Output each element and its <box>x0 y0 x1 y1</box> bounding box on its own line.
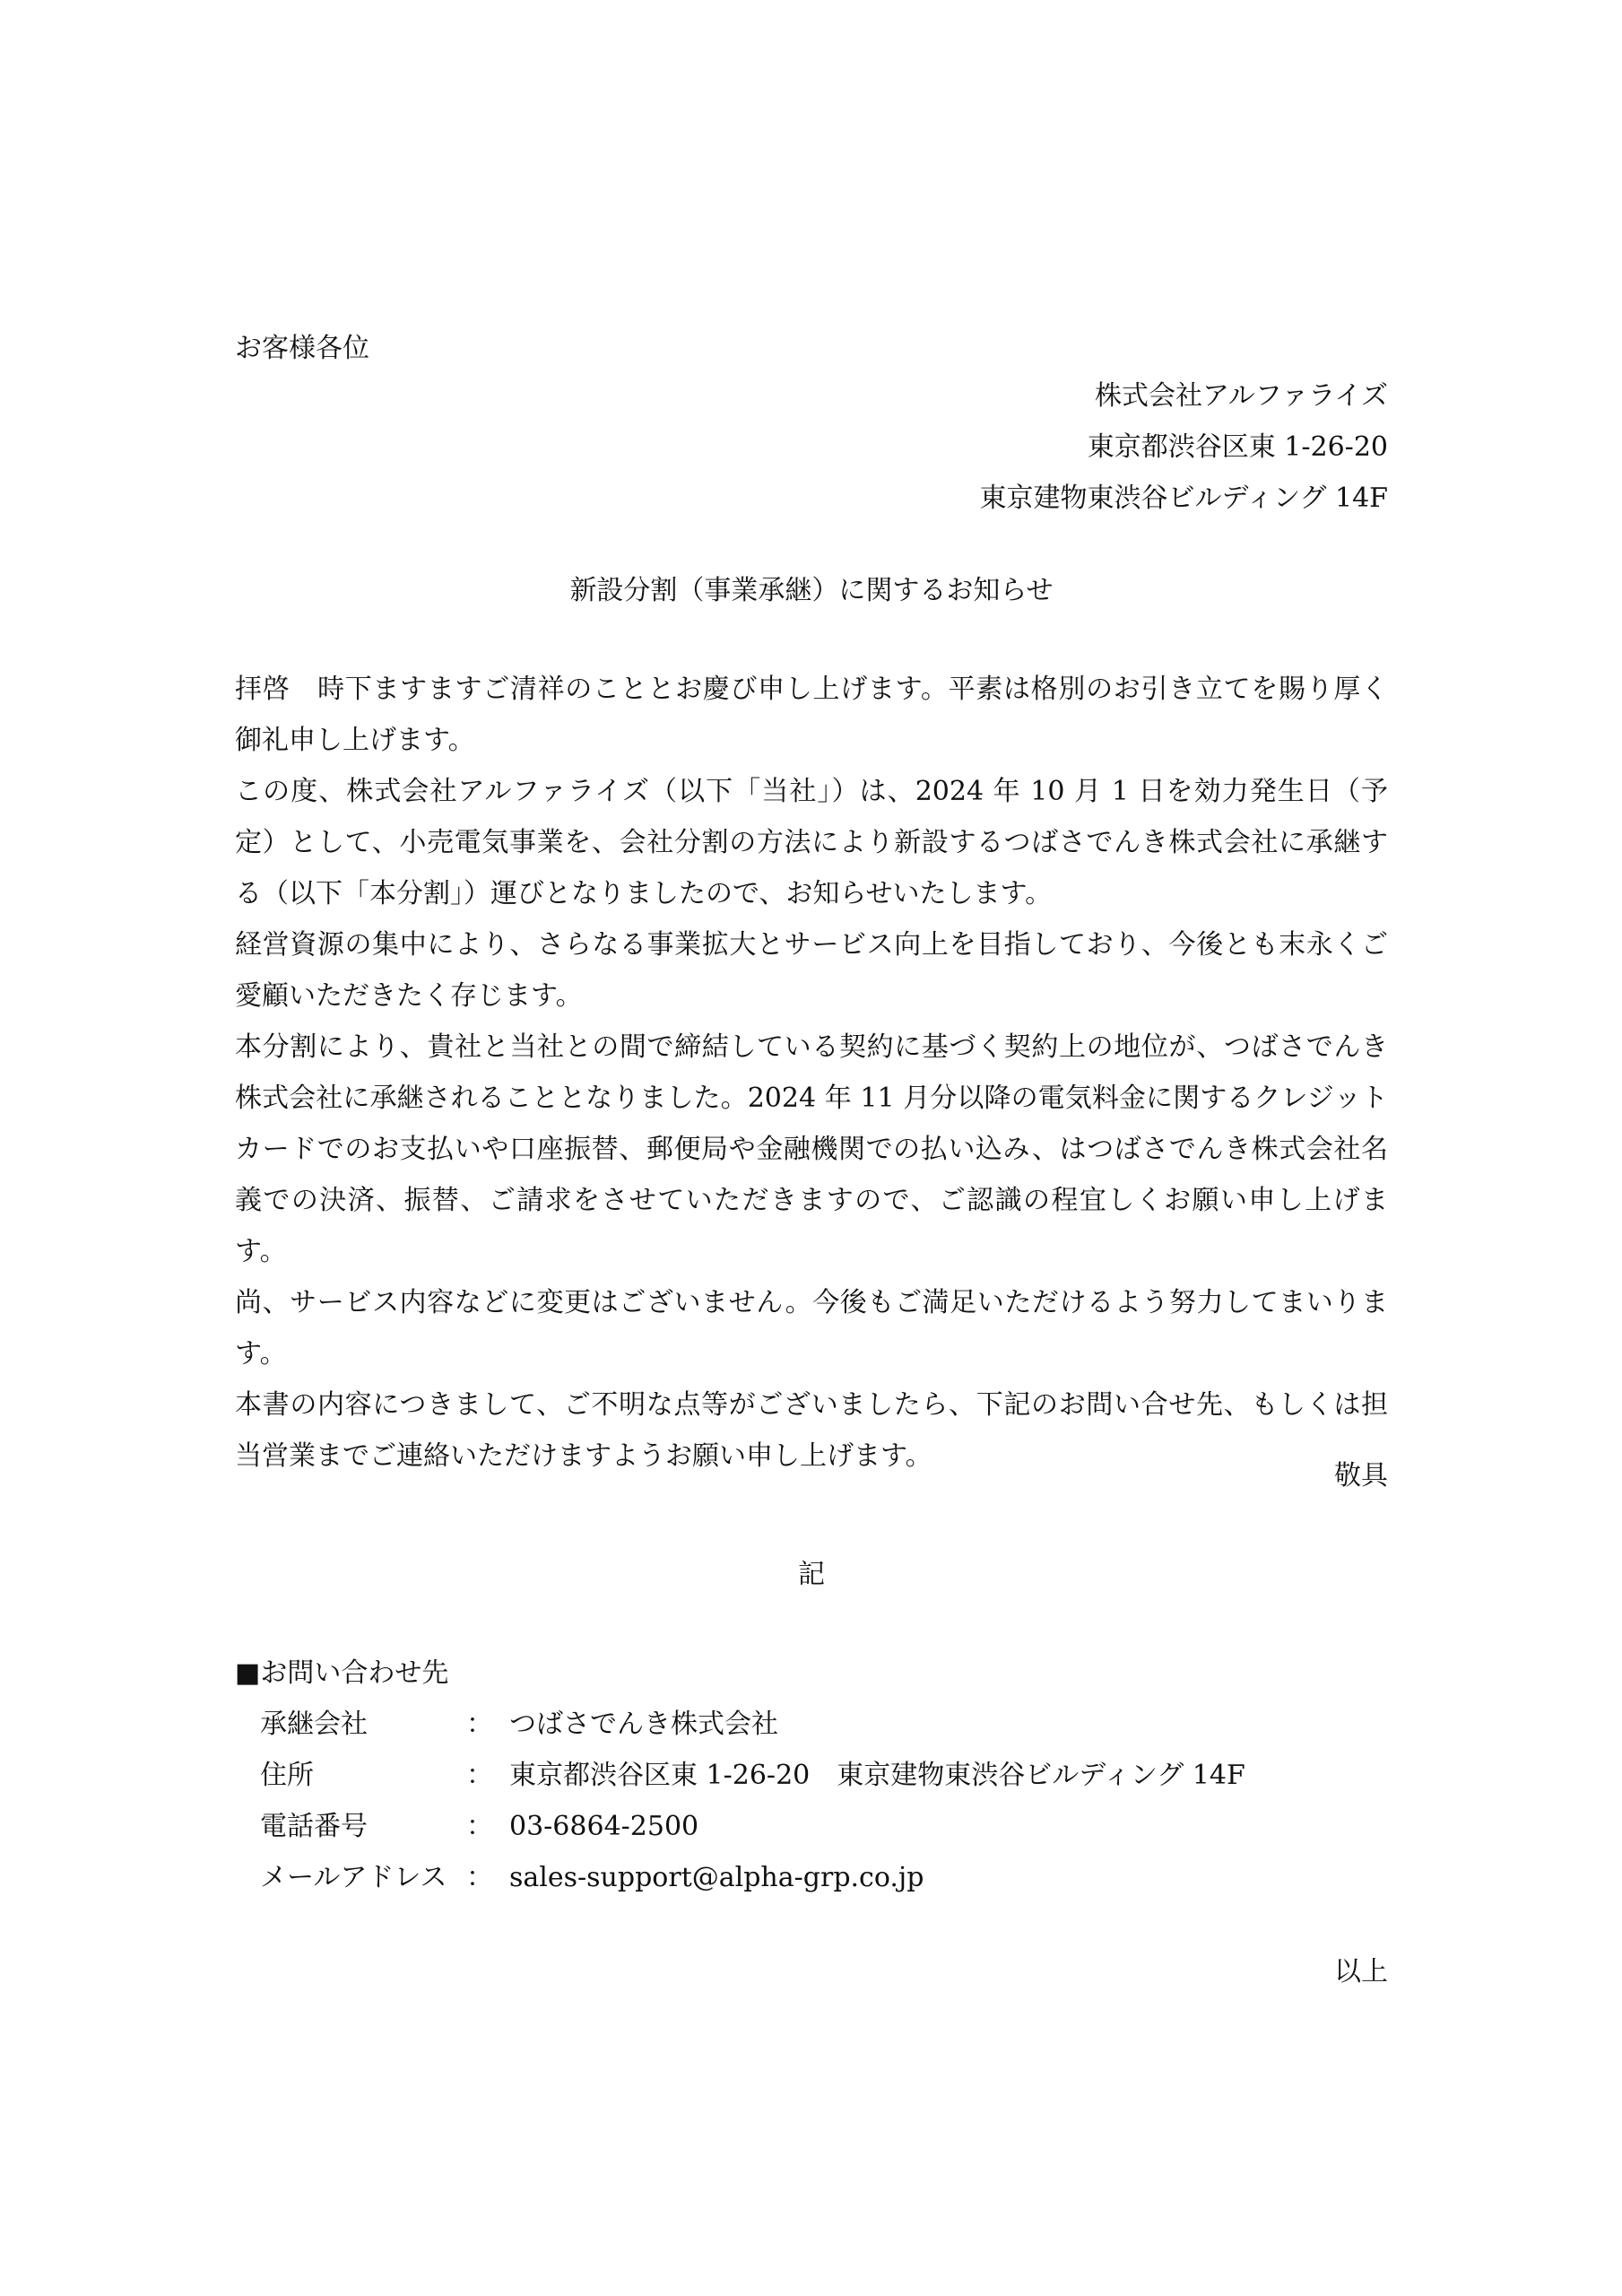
sender-address-line-1: 東京都渋谷区東 1-26-20 <box>1087 431 1388 463</box>
recipient-line: お客様各位 <box>235 333 369 364</box>
paragraph-inquiries: 本書の内容につきまして、ご不明な点等がございましたら、下記のお問い合せ先、もしくは担当営業までご連絡いただけますようお願い申し上げます。 <box>235 1389 1388 1472</box>
contact-row-email <box>260 1852 1245 1903</box>
contact-row-address <box>260 1750 1245 1801</box>
sender-address-line-2: 東京建物東渋谷ビルディング 14F <box>979 483 1388 514</box>
paragraph-purpose: 経営資源の集中により、さらなる事業拡大とサービス向上を目指しており、今後とも末永くご愛顧いただきたく存じます。 <box>235 929 1388 1012</box>
paragraph-service-unchanged: 尚、サービス内容などに変更はございません。今後もご満足いただけるよう努力してまいります。 <box>235 1287 1388 1370</box>
letter-body <box>235 664 1388 1482</box>
contact-heading: ■お問い合わせ先 <box>235 1657 449 1689</box>
contact-row-company <box>260 1699 1245 1750</box>
sender-block <box>235 370 1388 524</box>
closing-word: 敬具 <box>1334 1460 1388 1492</box>
contact-value: 03-6864-2500 <box>509 1811 699 1842</box>
contact-separator: ： <box>466 1862 493 1893</box>
contact-separator: ： <box>466 1709 493 1740</box>
contact-row-phone <box>260 1801 1245 1852</box>
ki-marker: 記 <box>798 1559 825 1590</box>
contact-table <box>260 1699 1245 1903</box>
contact-value: つばさでんき株式会社 <box>509 1709 778 1740</box>
contact-value: 東京都渋谷区東 1-26-20 東京建物東渋谷ビルディング 14F <box>509 1760 1245 1791</box>
paragraph-contract-transfer: 本分割により、貴社と当社との間で締結している契約に基づく契約上の地位が、つばさでんき株式会社に承継されることとなりました。2024 年 11 月分以降の電気料金に関するクレジットカードでのお支払いや口座振替、郵便局や金融機関での払い込み、はつばさでんき株式会社名義での決済、振替、ご請求をさせていただきますので、ご認識の程宜しくお願い申し上げます。 <box>235 1031 1388 1267</box>
contact-label: 電話番号 <box>260 1811 368 1842</box>
contact-label: 承継会社 <box>260 1709 368 1740</box>
contact-label: 住所 <box>260 1760 314 1791</box>
end-marker: 以上 <box>1334 1956 1388 1987</box>
sender-company: 株式会社アルファライズ <box>1095 380 1388 412</box>
paragraph-announcement: この度、株式会社アルファライズ（以下「当社」）は、2024 年 10 月 1 日を効力発生日（予定）として、小売電気事業を、会社分割の方法により新設するつばさでんき株式会社に承継する（以下「本分割」）運びとなりましたので、お知らせいたします。 <box>235 776 1388 909</box>
paragraph-greeting: 拝啓 時下ますますご清祥のこととお慶び申し上げます。平素は格別のお引き立てを賜り厚く御礼申し上げます。 <box>235 674 1388 756</box>
contact-separator: ： <box>466 1760 493 1791</box>
contact-separator: ： <box>466 1811 493 1842</box>
document-title: 新設分割（事業承継）に関するお知らせ <box>569 575 1054 606</box>
contact-value: sales-support@alpha-grp.co.jp <box>509 1862 924 1893</box>
contact-label: メールアドレス <box>260 1862 447 1893</box>
